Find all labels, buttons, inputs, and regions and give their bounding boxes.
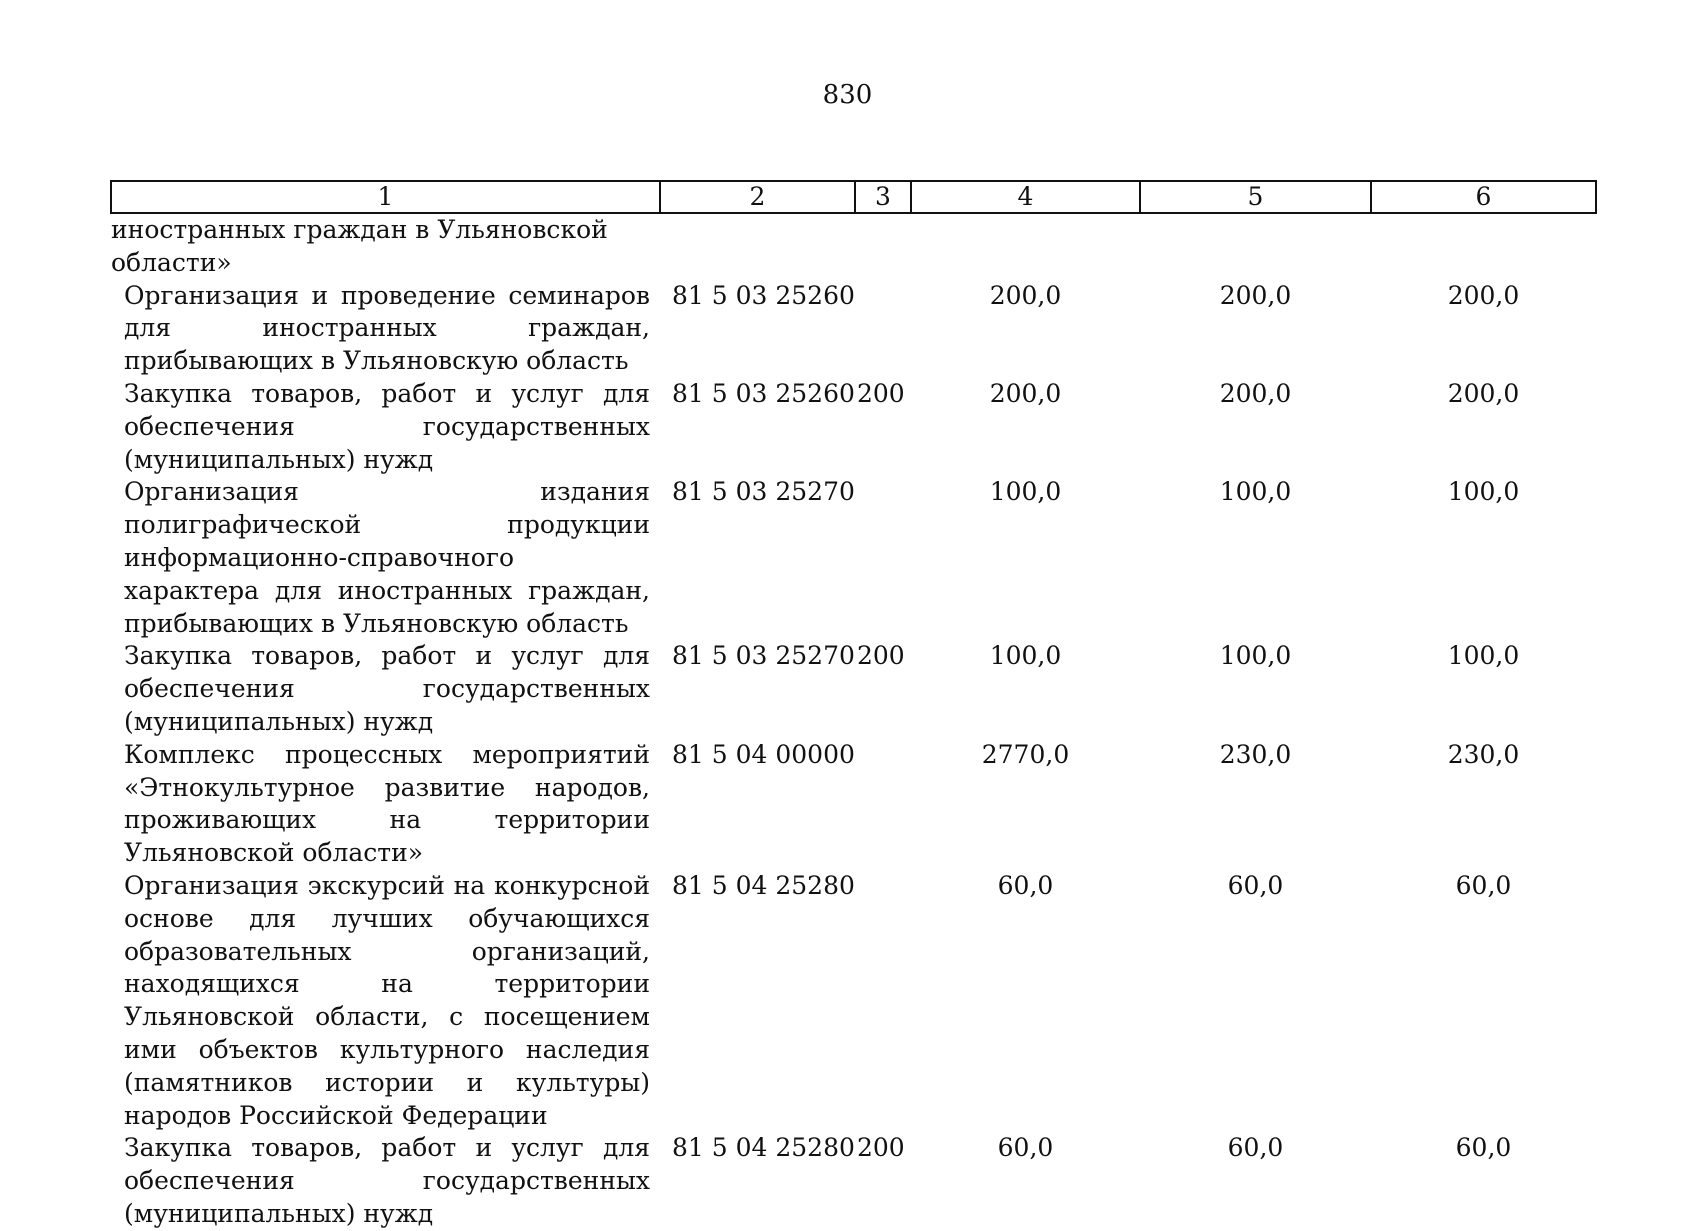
header-col-2: 2 (660, 181, 855, 213)
row-name: Закупка товаров, работ и услуг для обеспечения государственных (муниципальных) нужд (124, 641, 650, 736)
table-row (111, 213, 1596, 280)
header-col-5: 5 (1140, 181, 1371, 213)
page-number: 830 (822, 80, 873, 110)
row-value-5: 60,0 (1227, 870, 1284, 900)
row-value-5: 100,0 (1219, 477, 1292, 507)
row-value-5: 230,0 (1219, 739, 1292, 769)
row-type (855, 870, 911, 1132)
row-value-6: 200,0 (1447, 280, 1520, 310)
row-type (855, 213, 911, 280)
table-row (111, 476, 1596, 640)
row-name: Закупка товаров, работ и услуг для обеспечения государственных (муниципальных) нужд (124, 378, 650, 474)
row-code: 81 5 03 25260 (672, 280, 855, 310)
table-row (111, 739, 1596, 870)
row-type: 200 (857, 1133, 905, 1163)
header-row (111, 181, 1596, 213)
row-code: 81 5 03 25270 (672, 477, 855, 507)
table-body (111, 213, 1596, 1231)
header-col-6: 6 (1371, 181, 1596, 213)
row-value-5: 200,0 (1219, 280, 1292, 310)
row-type: 200 (857, 378, 905, 408)
row-value-5 (1140, 213, 1371, 280)
row-value-6: 200,0 (1447, 378, 1520, 408)
row-name: Организация и проведение семинаров для иностранных граждан, прибывающих в Ульяновскую область (124, 280, 650, 376)
row-value-4: 60,0 (997, 870, 1054, 900)
table-row (111, 378, 1596, 476)
row-value-6: 60,0 (1455, 1133, 1512, 1163)
row-code: 81 5 03 25270 (672, 641, 855, 671)
table-row (111, 1132, 1596, 1230)
row-value-4: 200,0 (989, 378, 1062, 408)
row-value-6: 230,0 (1447, 739, 1520, 769)
row-value-4 (911, 213, 1140, 280)
row-value-5: 60,0 (1227, 1133, 1284, 1163)
row-name: Организация экскурсий на конкурсной основе для лучших обучающихся образовательных организаций, находящихся на территории Ульяновской области, с посещением ими объектов культурного наследия (памятников истории и культуры) народов Российской Федерации (124, 870, 650, 1130)
table-row (111, 280, 1596, 378)
row-value-6: 100,0 (1447, 641, 1520, 671)
row-value-6: 60,0 (1455, 870, 1512, 900)
row-value-4: 60,0 (997, 1133, 1054, 1163)
row-type (855, 476, 911, 640)
row-value-5: 100,0 (1219, 641, 1292, 671)
header-col-1: 1 (111, 181, 660, 213)
row-value-5: 200,0 (1219, 378, 1292, 408)
row-type: 200 (857, 641, 905, 671)
budget-table (110, 180, 1597, 1231)
row-code (660, 213, 855, 280)
row-value-4: 100,0 (989, 641, 1062, 671)
row-code: 81 5 04 00000 (672, 739, 855, 769)
row-name: Закупка товаров, работ и услуг для обеспечения государственных (муниципальных) нужд (124, 1133, 650, 1228)
table-row (111, 640, 1596, 738)
row-value-4: 200,0 (989, 280, 1062, 310)
row-value-6 (1371, 213, 1596, 280)
header-col-4: 4 (911, 181, 1140, 213)
header-col-3: 3 (855, 181, 911, 213)
row-value-4: 2770,0 (981, 739, 1070, 769)
row-name: Комплекс процессных мероприятий «Этнокультурное развитие народов, проживающих на территории Ульяновской области» (124, 739, 650, 868)
row-type (855, 280, 911, 378)
row-name: иностранных граждан в Ульяновской области» (111, 215, 608, 277)
row-name: Организация издания полиграфической продукции информационно-справочного характера для иностранных граждан, прибывающих в Ульяновскую область (124, 477, 650, 638)
table-row (111, 870, 1596, 1132)
row-value-4: 100,0 (989, 477, 1062, 507)
table-header (111, 181, 1596, 213)
row-code: 81 5 03 25260 (672, 378, 855, 408)
row-value-6: 100,0 (1447, 477, 1520, 507)
row-type (855, 739, 911, 870)
row-code: 81 5 04 25280 (672, 1133, 855, 1163)
row-code: 81 5 04 25280 (672, 870, 855, 900)
